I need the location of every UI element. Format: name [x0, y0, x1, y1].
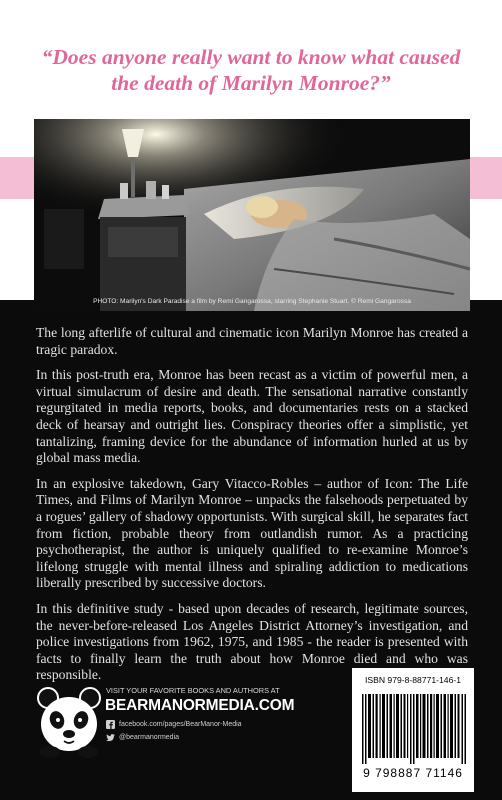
blurb-paragraph-1: The long afterlife of cultural and cinematic icon Marilyn Monroe has created a tragic paradox.	[36, 325, 468, 357]
facebook-link[interactable]	[106, 720, 242, 729]
pink-band-right	[470, 157, 502, 199]
barcode-digits: 9 798887 71146	[363, 766, 463, 780]
publisher-block	[36, 680, 336, 770]
blurb-paragraph-4: In this definitive study - based upon decades of research, legitimate sources, the never-before-released Los Angeles District Attorney’s investigation, and police investigations from 1962, 1975, and 1985 - the reader is presented with facts to finally learn the truth about how Monroe died and who was responsible.	[36, 600, 468, 683]
publisher-name[interactable]: BEARMANORMEDIA.COM	[105, 697, 295, 714]
back-cover-blurb	[36, 325, 468, 693]
twitter-link[interactable]	[106, 733, 179, 742]
facebook-icon	[106, 720, 115, 729]
bedroom-scene-image	[34, 119, 470, 311]
facebook-link-text: facebook.com/pages/BearManor-Media	[119, 721, 242, 728]
twitter-handle-text: @bearmanormedia	[119, 734, 180, 741]
photo-credit: PHOTO: Marilyn's Dark Paradise a film by Remi Gangarossa, starring Stephanie Stuart. © Remi Gangarossa	[93, 298, 411, 305]
cover-quote: “Does anyone really want to know what caused the death of Marilyn Monroe?”	[41, 45, 461, 95]
isbn-barcode-box	[352, 668, 474, 792]
panda-logo-icon	[36, 684, 102, 758]
blurb-paragraph-3: In an explosive takedown, Gary Vitacco-Robles – author of Icon: The Life Times, and Films of Marilyn Monroe – unpacks the falsehoods perpetuated by a rogues’ gallery of shadowy opportunists. With surgical skill, he separates fact from fiction, probable theory from outlandish rumor. As a practicing psychotherapist, the author is uniquely qualified to re-examine Monroe’s lifelong struggle with mental illness and spiraling addiction to medications liberally prescribed by successive doctors.	[36, 475, 468, 591]
blurb-paragraph-2: In this post-truth era, Monroe has been recast as a victim of powerful men, a virtual simulacrum of desire and death. The sensational narrative constantly regurgitated in media reports, books, and documentaries rests on a stacked deck of hearsay and outright lies. Conspiracy theories offer a simplistic, yet tantalizing, framing device for the abundance of information hurled at us by global mass media.	[36, 367, 468, 466]
pink-band-left	[0, 157, 34, 199]
publisher-visit-text: VISIT YOUR FAVORITE BOOKS AND AUTHORS AT	[106, 686, 280, 695]
cover-photo	[34, 119, 470, 311]
isbn-label: ISBN 979-8-88771-146-1	[364, 675, 462, 685]
twitter-icon	[106, 733, 115, 742]
barcode-image	[362, 694, 466, 764]
